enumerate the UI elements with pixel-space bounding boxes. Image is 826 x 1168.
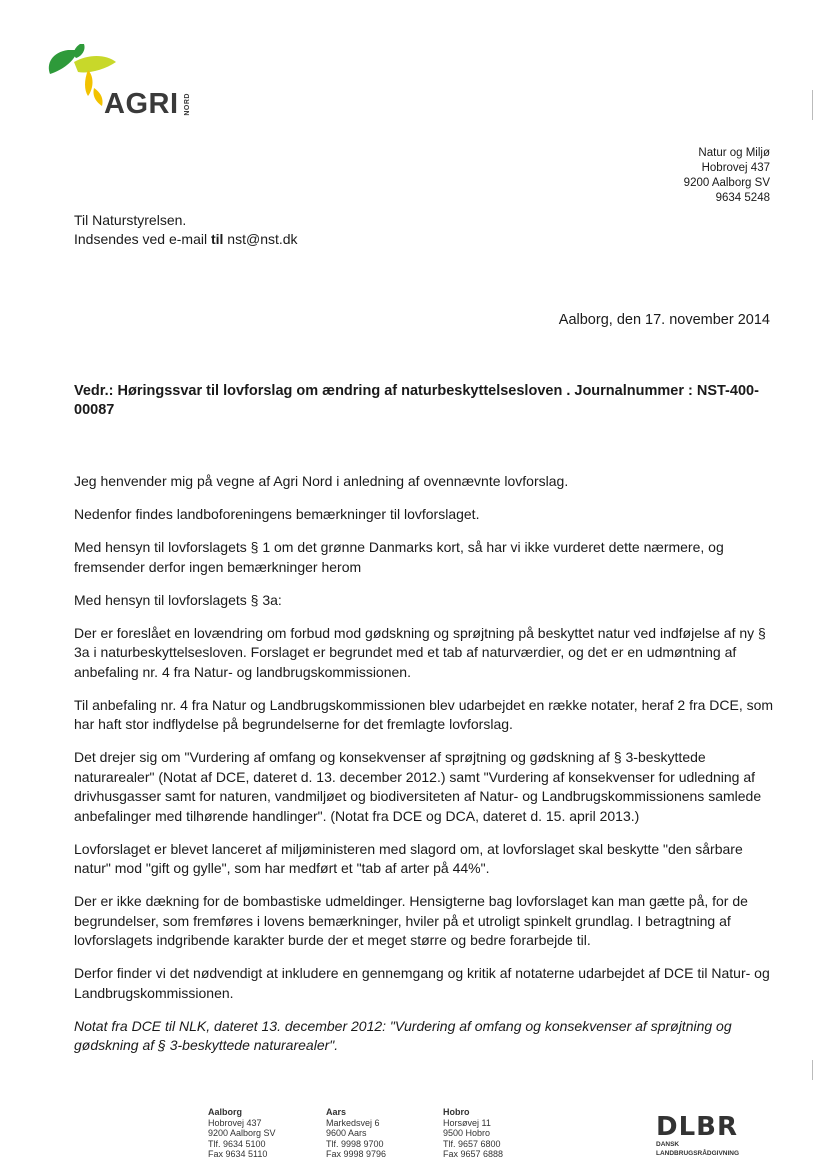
body-paragraph: Med hensyn til lovforslagets § 3a: bbox=[74, 591, 282, 608]
submission-til: til bbox=[210, 231, 224, 247]
letter-subject: Vedr.: Høringssvar til lovforslag om ændring af naturbeskyttelsesloven . Journalnummer : NST-400-00087 bbox=[74, 383, 759, 418]
sender-line: 9200 Aalborg SV bbox=[683, 177, 770, 189]
sender-line: 9634 5248 bbox=[715, 192, 770, 204]
sender-line: Natur og Miljø bbox=[698, 147, 770, 159]
body-paragraph: Lovforslaget er blevet lanceret af miljøministeren med slagord om, at lovforslaget skal beskytte "den sårbare natur" mod "gift og gylle", som har medført et "tab af arter på 44%". bbox=[74, 840, 743, 876]
dlbr-logo bbox=[656, 1114, 739, 1157]
recipient-block bbox=[74, 211, 298, 249]
footer-line: 9500 Hobro bbox=[443, 1128, 491, 1138]
footer-aalborg bbox=[208, 1107, 276, 1160]
body-paragraph: Der er foreslået en lovændring om forbud mod gødskning og sprøjtning på beskyttet natur ved indføjelse af ny § 3a i naturbeskyttelsesloven. Forslaget er begrundet med et tab af naturværdier, og det er en udmøntning af anbefaling nr. 4 fra Natur- og landbrugskommissionen. bbox=[74, 624, 766, 680]
footer-line: Fax 9634 5110 bbox=[208, 1149, 268, 1159]
submission-note bbox=[74, 230, 298, 249]
sender-line: Hobrovej 437 bbox=[701, 162, 770, 174]
footer-line: Tlf. 9998 9700 bbox=[326, 1138, 384, 1149]
footer-line: Horsøvej 11 bbox=[443, 1117, 491, 1128]
dlbr-wordmark: DLBR bbox=[656, 1112, 738, 1142]
scan-margin-mark bbox=[812, 90, 813, 120]
letter-date: Aalborg, den 17. november 2014 bbox=[558, 312, 770, 328]
footer-hobro bbox=[443, 1107, 503, 1160]
footer-line: Tlf. 9634 5100 bbox=[208, 1138, 266, 1149]
footer-aars bbox=[326, 1107, 386, 1160]
body-paragraph: Til anbefaling nr. 4 fra Natur og Landbrugskommissionen blev udarbejdet en række notater, heraf 2 fra DCE, som har haft stor indflydelse på begrundelserne for det fremlagte lovforslag. bbox=[74, 696, 774, 732]
body-paragraph: Derfor finder vi det nødvendigt at inkludere en gennemgang og kritik af notaterne udarbejdet af DCE til Natur- og Landbrugskommissionen. bbox=[74, 965, 770, 1001]
dlbr-sub-line: DANSK bbox=[656, 1141, 680, 1148]
footer-line: 9200 Aalborg SV bbox=[208, 1128, 276, 1138]
footer-line: Markedsvej 6 bbox=[326, 1117, 380, 1128]
footer-title: Aars bbox=[326, 1107, 347, 1117]
footer-line: Hobrovej 437 bbox=[208, 1117, 262, 1128]
footer-line: 9600 Aars bbox=[326, 1128, 367, 1138]
logo-wordmark: AGRI bbox=[104, 88, 179, 120]
body-paragraph: Det drejer sig om "Vurdering af omfang og konsekvenser af sprøjtning og gødskning af § 3-beskyttede naturarealer" (Notat af DCE, dateret d. 13. december 2012.) samt "Vurdering af konsekvenser for udledning af drivhusgasser samt for naturen, vandmiljøet og biodiversiteten af Natur- og Landbrugskommissionens samlede anbefalinger med tilhørende handlinger". (Notat fra DCE og DCA, dateret d. 15. april 2013.) bbox=[74, 749, 762, 824]
scan-margin-mark bbox=[812, 1060, 813, 1080]
footer-line: Fax 9657 6888 bbox=[443, 1149, 504, 1159]
footer-title: Hobro bbox=[443, 1107, 470, 1117]
sender-address bbox=[684, 146, 770, 206]
body-paragraph: Nedenfor findes landboforeningens bemærkninger til lovforslaget. bbox=[74, 506, 480, 522]
footer-line: Fax 9998 9796 bbox=[326, 1149, 387, 1159]
recipient-name: Til Naturstyrelsen. bbox=[74, 212, 187, 228]
submission-text: Indsendes ved e-mail bbox=[74, 231, 211, 247]
logo-subtext: NORD bbox=[184, 93, 191, 116]
body-paragraph: Med hensyn til lovforslagets § 1 om det grønne Danmarks kort, så har vi ikke vurderet dette nærmere, og fremsender derfor ingen bemærkninger herom bbox=[74, 539, 724, 575]
footer-line: Tlf. 9657 6800 bbox=[443, 1138, 501, 1149]
body-paragraph: Jeg henvender mig på vegne af Agri Nord i anledning af ovennævnte lovforslag. bbox=[74, 473, 569, 489]
footer-title: Aalborg bbox=[208, 1107, 243, 1117]
italic-heading-paragraph: Notat fra DCE til NLK, dateret 13. december 2012: "Vurdering af omfang og konsekvenser af sprøjtning og gødskning af § 3-beskyttede naturarealer". bbox=[74, 1017, 732, 1053]
body-paragraph: Der er ikke dækning for de bombastiske udmeldinger. Hensigterne bag lovforslaget kan man gætte på, for de begrundelser, som fremføres i lovens bemærkninger, hviler på et utroligt spinkelt grundlag. I betragtning af lovforslagets indgribende karakter burde der et meget større og bedre forarbejde til. bbox=[74, 893, 748, 948]
submission-email[interactable]: nst@nst.dk bbox=[223, 231, 298, 247]
dlbr-sub-line: LANDBRUGSRÅDGIVNING bbox=[656, 1149, 740, 1157]
letter-body bbox=[74, 472, 774, 1069]
